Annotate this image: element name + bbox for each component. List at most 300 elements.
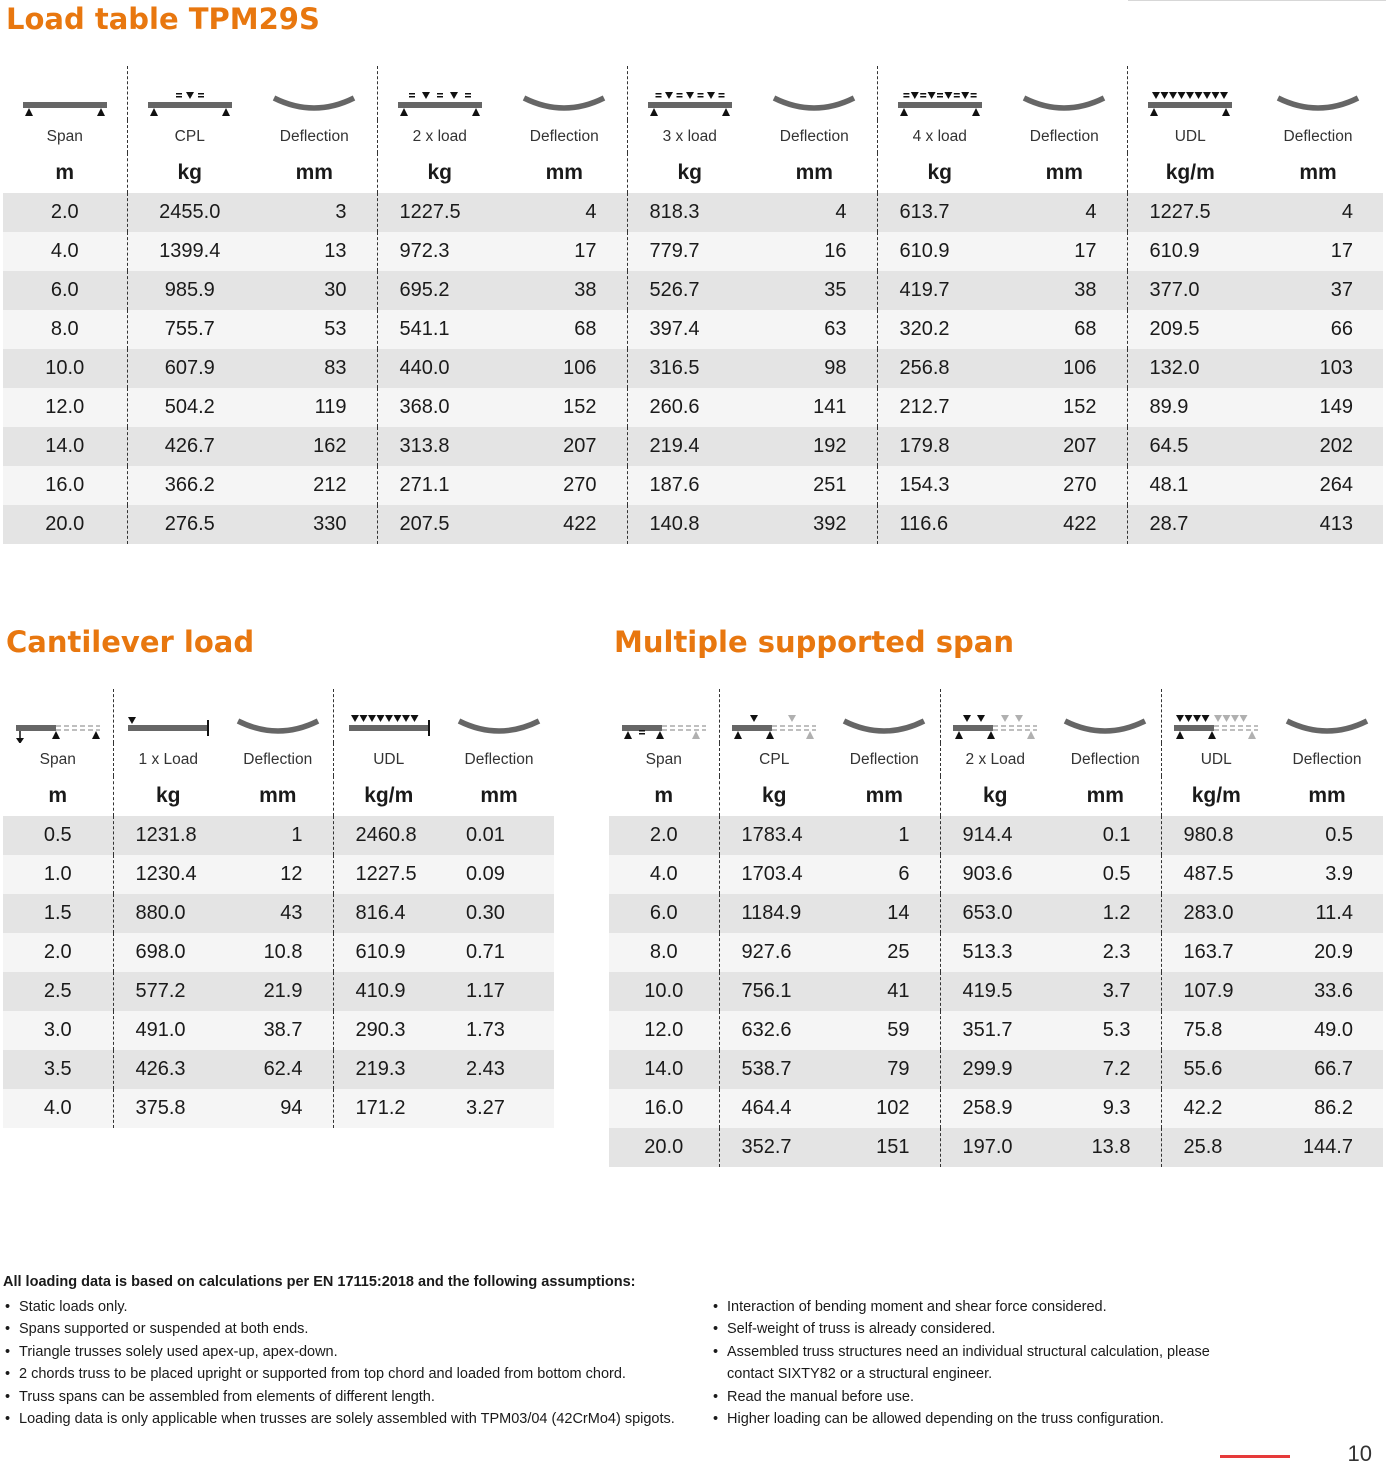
column-label: Deflection	[1283, 127, 1353, 145]
table-cell: 151	[829, 1128, 940, 1167]
table-row	[3, 972, 554, 1011]
table-cell: 171.2	[333, 1089, 444, 1128]
table-cell: 107.9	[1161, 972, 1271, 1011]
table-row	[3, 1011, 554, 1050]
column-label: Deflection	[1029, 127, 1099, 145]
note-item: • 2 chords truss to be placed upright or supported from top chord and loaded from bottom chord.	[3, 1363, 693, 1385]
table-cell: 0.5	[1271, 816, 1383, 855]
column-unit: kg	[627, 153, 752, 193]
table-cell: 0.5	[3, 816, 113, 855]
table-cell: 313.8	[377, 427, 502, 466]
deflection-icon	[502, 84, 627, 120]
header-icon-cell	[940, 689, 1050, 743]
table-cell: 1703.4	[719, 855, 829, 894]
table-cell: 779.7	[627, 232, 752, 271]
table-cell: 4.0	[3, 232, 127, 271]
simple-span-icon	[3, 84, 127, 120]
table-cell: 577.2	[113, 972, 223, 1011]
multi-two-load-icon	[941, 707, 1051, 743]
table-cell: 4	[502, 193, 627, 232]
table-cell: 86.2	[1271, 1089, 1383, 1128]
table-cell: 66	[1253, 310, 1383, 349]
table-cell: 49.0	[1271, 1011, 1383, 1050]
header-icon-cell	[1253, 66, 1383, 120]
table-cell: 816.4	[333, 894, 444, 933]
table-cell: 283.0	[1161, 894, 1271, 933]
table-cell: 316.5	[627, 349, 752, 388]
table-cell: 0.30	[444, 894, 554, 933]
table-cell: 4	[1253, 193, 1383, 232]
table-cell: 38	[502, 271, 627, 310]
column-label: Deflection	[779, 127, 849, 145]
table-cell: 927.6	[719, 933, 829, 972]
table-cell: 2.0	[3, 933, 113, 972]
table-cell: 64.5	[1127, 427, 1253, 466]
table-row	[3, 232, 1383, 271]
table-cell: 13	[252, 232, 377, 271]
table-cell: 880.0	[113, 894, 223, 933]
multi-span-title: Multiple supported span	[614, 625, 1014, 659]
table-cell: 30	[252, 271, 377, 310]
table-cell: 4	[1002, 193, 1127, 232]
column-unit: mm	[1045, 161, 1083, 184]
column-label: UDL	[1127, 120, 1253, 153]
header-icon-cell	[252, 66, 377, 120]
table-row	[609, 1050, 1383, 1089]
table-cell: 149	[1253, 388, 1383, 427]
table-cell: 4	[752, 193, 877, 232]
table-cell: 0.01	[444, 816, 554, 855]
table-cell: 163.7	[1161, 933, 1271, 972]
table-row	[3, 855, 554, 894]
table-cell: 3.9	[1271, 855, 1383, 894]
table-cell: 25.8	[1161, 1128, 1271, 1167]
table-cell: 1230.4	[113, 855, 223, 894]
table-cell: 83	[252, 349, 377, 388]
table-cell: 16.0	[3, 466, 127, 505]
column-unit: mm	[865, 784, 903, 807]
two-point-load-icon	[378, 84, 503, 120]
note-item: • Self-weight of truss is already considered.	[711, 1318, 1231, 1340]
table-cell: 419.7	[877, 271, 1002, 310]
table-cell: 653.0	[940, 894, 1050, 933]
table-cell: 38.7	[223, 1011, 333, 1050]
table-cell: 42.2	[1161, 1089, 1271, 1128]
header-icon-cell	[1161, 689, 1271, 743]
deflection-icon	[223, 707, 333, 743]
table-cell: 17	[502, 232, 627, 271]
table-cell: 632.6	[719, 1011, 829, 1050]
table-cell: 610.9	[1127, 232, 1253, 271]
header-icon-cell	[444, 689, 554, 743]
table-cell: 251	[752, 466, 877, 505]
table-cell: 154.3	[877, 466, 1002, 505]
table-cell: 103	[1253, 349, 1383, 388]
deflection-icon	[752, 84, 877, 120]
table-row	[609, 1128, 1383, 1167]
table-cell: 397.4	[627, 310, 752, 349]
table-cell: 9.3	[1050, 1089, 1161, 1128]
table-cell: 290.3	[333, 1011, 444, 1050]
note-item: • Truss spans can be assembled from elements of different length.	[3, 1386, 693, 1408]
table-cell: 1.73	[444, 1011, 554, 1050]
three-point-load-icon	[628, 84, 753, 120]
table-cell: 8.0	[609, 933, 719, 972]
header-icon-cell	[1050, 689, 1161, 743]
table-row	[3, 349, 1383, 388]
table-cell: 972.3	[377, 232, 502, 271]
table-cell: 152	[502, 388, 627, 427]
table-cell: 2455.0	[127, 193, 252, 232]
table-cell: 11.4	[1271, 894, 1383, 933]
deflection-icon	[1050, 707, 1161, 743]
table-cell: 0.5	[1050, 855, 1161, 894]
column-unit: kg	[940, 776, 1050, 816]
table-cell: 41	[829, 972, 940, 1011]
table-cell: 202	[1253, 427, 1383, 466]
load-table-tpm29s	[3, 66, 1383, 544]
note-item: • Higher loading can be allowed depending on the truss configuration.	[711, 1408, 1231, 1430]
deflection-icon	[1271, 707, 1383, 743]
table-cell: 141	[752, 388, 877, 427]
column-label: Span	[46, 127, 83, 145]
note-item: • Interaction of bending moment and shear force considered.	[711, 1296, 1231, 1318]
column-unit: mm	[1308, 784, 1346, 807]
table-cell: 258.9	[940, 1089, 1050, 1128]
table-cell: 13.8	[1050, 1128, 1161, 1167]
table-cell: 10.0	[3, 349, 127, 388]
table-cell: 10.8	[223, 933, 333, 972]
table-cell: 440.0	[377, 349, 502, 388]
table-cell: 16	[752, 232, 877, 271]
table-cell: 35	[752, 271, 877, 310]
table-cell: 6.0	[3, 271, 127, 310]
column-label: 4 x load	[877, 120, 1002, 153]
table-row	[3, 466, 1383, 505]
multiple-supported-span-table	[609, 689, 1383, 1167]
table-cell: 1231.8	[113, 816, 223, 855]
note-item: • Spans supported or suspended at both ends.	[3, 1318, 693, 1340]
table-cell: 256.8	[877, 349, 1002, 388]
table-cell: 0.71	[444, 933, 554, 972]
notes-heading: All loading data is based on calculations per EN 17115:2018 and the following assumptions:	[3, 1274, 636, 1290]
table-cell: 464.4	[719, 1089, 829, 1128]
column-unit: mm	[295, 161, 333, 184]
table-cell: 55.6	[1161, 1050, 1271, 1089]
table-row	[609, 855, 1383, 894]
table-cell: 491.0	[113, 1011, 223, 1050]
table-cell: 12	[223, 855, 333, 894]
table-cell: 4.0	[609, 855, 719, 894]
table-cell: 192	[752, 427, 877, 466]
table-row	[3, 816, 554, 855]
table-cell: 212	[252, 466, 377, 505]
table-cell: 613.7	[877, 193, 1002, 232]
table-cell: 98	[752, 349, 877, 388]
table-cell: 330	[252, 505, 377, 544]
table-row	[3, 193, 1383, 232]
table-cell: 106	[502, 349, 627, 388]
column-unit: kg	[113, 776, 223, 816]
table-cell: 610.9	[877, 232, 1002, 271]
column-label: 2 x load	[377, 120, 502, 153]
table-cell: 21.9	[223, 972, 333, 1011]
note-item: • Loading data is only applicable when trusses are solely assembled with TPM03/04 (42CrMo4) spigots.	[3, 1408, 693, 1430]
table-cell: 10.0	[609, 972, 719, 1011]
table-cell: 410.9	[333, 972, 444, 1011]
column-label: Deflection	[243, 750, 313, 768]
table-cell: 17	[1002, 232, 1127, 271]
header-icon-cell	[752, 66, 877, 120]
table-cell: 1.5	[3, 894, 113, 933]
table-cell: 16.0	[609, 1089, 719, 1128]
table-cell: 48.1	[1127, 466, 1253, 505]
header-icon-cell	[1127, 66, 1253, 120]
table-cell: 59	[829, 1011, 940, 1050]
header-icon-cell	[113, 689, 223, 743]
column-label: CPL	[127, 120, 252, 153]
column-unit: m	[654, 784, 674, 807]
table-cell: 755.7	[127, 310, 252, 349]
table-cell: 375.8	[113, 1089, 223, 1128]
header-icon-cell	[333, 689, 444, 743]
column-label: UDL	[1161, 743, 1271, 776]
table-cell: 271.1	[377, 466, 502, 505]
table-cell: 68	[1002, 310, 1127, 349]
column-label: Span	[39, 750, 76, 768]
table-cell: 264	[1253, 466, 1383, 505]
header-icon-cell	[627, 66, 752, 120]
table-cell: 38	[1002, 271, 1127, 310]
table-cell: 818.3	[627, 193, 752, 232]
column-unit: kg	[877, 153, 1002, 193]
table-cell: 4.0	[3, 1089, 113, 1128]
table-row	[3, 1089, 554, 1128]
column-unit: mm	[1086, 784, 1124, 807]
table-row	[3, 894, 554, 933]
header-icon-cell	[3, 689, 113, 743]
header-icon-cell	[609, 689, 719, 743]
note-item: • Triangle trusses solely used apex-up, apex-down.	[3, 1341, 693, 1363]
column-unit: mm	[795, 161, 833, 184]
table-cell: 94	[223, 1089, 333, 1128]
table-cell: 1	[829, 816, 940, 855]
table-cell: 152	[1002, 388, 1127, 427]
table-cell: 3.5	[3, 1050, 113, 1089]
column-label: Deflection	[1292, 750, 1362, 768]
table-cell: 14.0	[3, 427, 127, 466]
table-cell: 419.5	[940, 972, 1050, 1011]
column-label: Span	[645, 750, 682, 768]
table-cell: 422	[502, 505, 627, 544]
header-icon-cell	[719, 689, 829, 743]
table-cell: 5.3	[1050, 1011, 1161, 1050]
table-cell: 43	[223, 894, 333, 933]
table-cell: 3.27	[444, 1089, 554, 1128]
table-cell: 320.2	[877, 310, 1002, 349]
table-cell: 2460.8	[333, 816, 444, 855]
column-unit: m	[55, 161, 75, 184]
multi-span-icon	[609, 707, 719, 743]
table-cell: 25	[829, 933, 940, 972]
table-cell: 75.8	[1161, 1011, 1271, 1050]
column-label: 1 x Load	[113, 743, 223, 776]
table-cell: 219.4	[627, 427, 752, 466]
column-label: Deflection	[1070, 750, 1140, 768]
table-cell: 351.7	[940, 1011, 1050, 1050]
multi-cpl-icon	[720, 707, 830, 743]
table-cell: 162	[252, 427, 377, 466]
table-cell: 607.9	[127, 349, 252, 388]
column-unit: kg	[377, 153, 502, 193]
header-icon-cell	[3, 66, 127, 120]
table-cell: 299.9	[940, 1050, 1050, 1089]
column-unit: kg/m	[1127, 153, 1253, 193]
table-cell: 610.9	[333, 933, 444, 972]
table-cell: 513.3	[940, 933, 1050, 972]
column-unit: mm	[480, 784, 518, 807]
column-unit: kg/m	[1161, 776, 1271, 816]
header-icon-cell	[1271, 689, 1383, 743]
table-cell: 0.1	[1050, 816, 1161, 855]
brand-strip	[1220, 1455, 1290, 1458]
table-cell: 12.0	[609, 1011, 719, 1050]
table-cell: 2.5	[3, 972, 113, 1011]
table-cell: 179.8	[877, 427, 1002, 466]
page-number: 10	[1347, 1441, 1372, 1466]
table-cell: 207	[502, 427, 627, 466]
table-cell: 1.17	[444, 972, 554, 1011]
table-cell: 197.0	[940, 1128, 1050, 1167]
deflection-icon	[829, 707, 940, 743]
cpl-icon	[128, 84, 253, 120]
table-cell: 144.7	[1271, 1128, 1383, 1167]
table-cell: 366.2	[127, 466, 252, 505]
table-cell: 903.6	[940, 855, 1050, 894]
table-cell: 538.7	[719, 1050, 829, 1089]
notes-list-right	[711, 1296, 1231, 1430]
column-unit: mm	[545, 161, 583, 184]
table-cell: 68	[502, 310, 627, 349]
table-cell: 377.0	[1127, 271, 1253, 310]
column-unit: kg/m	[333, 776, 444, 816]
deflection-icon	[1253, 84, 1383, 120]
table-cell: 212.7	[877, 388, 1002, 427]
four-point-load-icon	[878, 84, 1003, 120]
header-icon-cell	[1002, 66, 1127, 120]
table-cell: 79	[829, 1050, 940, 1089]
load-table-title: Load table TPM29S	[6, 2, 320, 36]
table-cell: 132.0	[1127, 349, 1253, 388]
table-cell: 20.9	[1271, 933, 1383, 972]
table-cell: 119	[252, 388, 377, 427]
column-label: Deflection	[529, 127, 599, 145]
table-cell: 698.0	[113, 933, 223, 972]
table-row	[3, 933, 554, 972]
table-cell: 914.4	[940, 816, 1050, 855]
table-cell: 2.0	[609, 816, 719, 855]
table-cell: 20.0	[609, 1128, 719, 1167]
column-label: UDL	[333, 743, 444, 776]
column-unit: mm	[259, 784, 297, 807]
table-row	[609, 1011, 1383, 1050]
table-cell: 17	[1253, 232, 1383, 271]
table-cell: 756.1	[719, 972, 829, 1011]
header-icon-cell	[223, 689, 333, 743]
table-row	[3, 271, 1383, 310]
table-cell: 413	[1253, 505, 1383, 544]
note-item: • Read the manual before use.	[711, 1386, 1231, 1408]
table-cell: 37	[1253, 271, 1383, 310]
table-cell: 1399.4	[127, 232, 252, 271]
table-cell: 89.9	[1127, 388, 1253, 427]
table-cell: 6.0	[609, 894, 719, 933]
udl-icon	[1128, 84, 1254, 120]
table-cell: 695.2	[377, 271, 502, 310]
note-item: • Assembled truss structures need an individual structural calculation, please contact SIXTY82 or a structural engineer.	[711, 1341, 1231, 1386]
table-cell: 487.5	[1161, 855, 1271, 894]
deflection-icon	[1002, 84, 1127, 120]
header-icon-cell	[377, 66, 502, 120]
table-cell: 62.4	[223, 1050, 333, 1089]
table-cell: 7.2	[1050, 1050, 1161, 1089]
table-cell: 2.43	[444, 1050, 554, 1089]
header-icon-cell	[877, 66, 1002, 120]
header-icon-cell	[127, 66, 252, 120]
header-icon-cell	[829, 689, 940, 743]
table-cell: 1227.5	[1127, 193, 1253, 232]
table-cell: 207.5	[377, 505, 502, 544]
table-cell: 53	[252, 310, 377, 349]
column-unit: kg	[127, 153, 252, 193]
table-cell: 260.6	[627, 388, 752, 427]
table-cell: 0.09	[444, 855, 554, 894]
table-cell: 1227.5	[377, 193, 502, 232]
deflection-icon	[252, 84, 377, 120]
table-cell: 422	[1002, 505, 1127, 544]
table-row	[3, 505, 1383, 544]
cantilever-title: Cantilever load	[6, 625, 255, 659]
table-cell: 14	[829, 894, 940, 933]
table-cell: 1184.9	[719, 894, 829, 933]
table-cell: 12.0	[3, 388, 127, 427]
table-cell: 1.2	[1050, 894, 1161, 933]
table-cell: 352.7	[719, 1128, 829, 1167]
table-row	[609, 933, 1383, 972]
table-cell: 209.5	[1127, 310, 1253, 349]
column-unit: m	[48, 784, 68, 807]
table-cell: 426.3	[113, 1050, 223, 1089]
column-label: 2 x Load	[940, 743, 1050, 776]
column-label: Deflection	[849, 750, 919, 768]
table-cell: 66.7	[1271, 1050, 1383, 1089]
header-icon-cell	[502, 66, 627, 120]
table-row	[609, 972, 1383, 1011]
deflection-icon	[444, 707, 554, 743]
table-cell: 392	[752, 505, 877, 544]
table-cell: 2.0	[3, 193, 127, 232]
table-cell: 1	[223, 816, 333, 855]
top-rule	[1128, 0, 1386, 1]
table-cell: 1.0	[3, 855, 113, 894]
table-cell: 28.7	[1127, 505, 1253, 544]
table-row	[3, 1050, 554, 1089]
column-unit: kg	[719, 776, 829, 816]
cantilever-span-icon	[3, 707, 113, 743]
table-row	[3, 388, 1383, 427]
notes-list-left	[3, 1296, 693, 1430]
table-row	[609, 816, 1383, 855]
